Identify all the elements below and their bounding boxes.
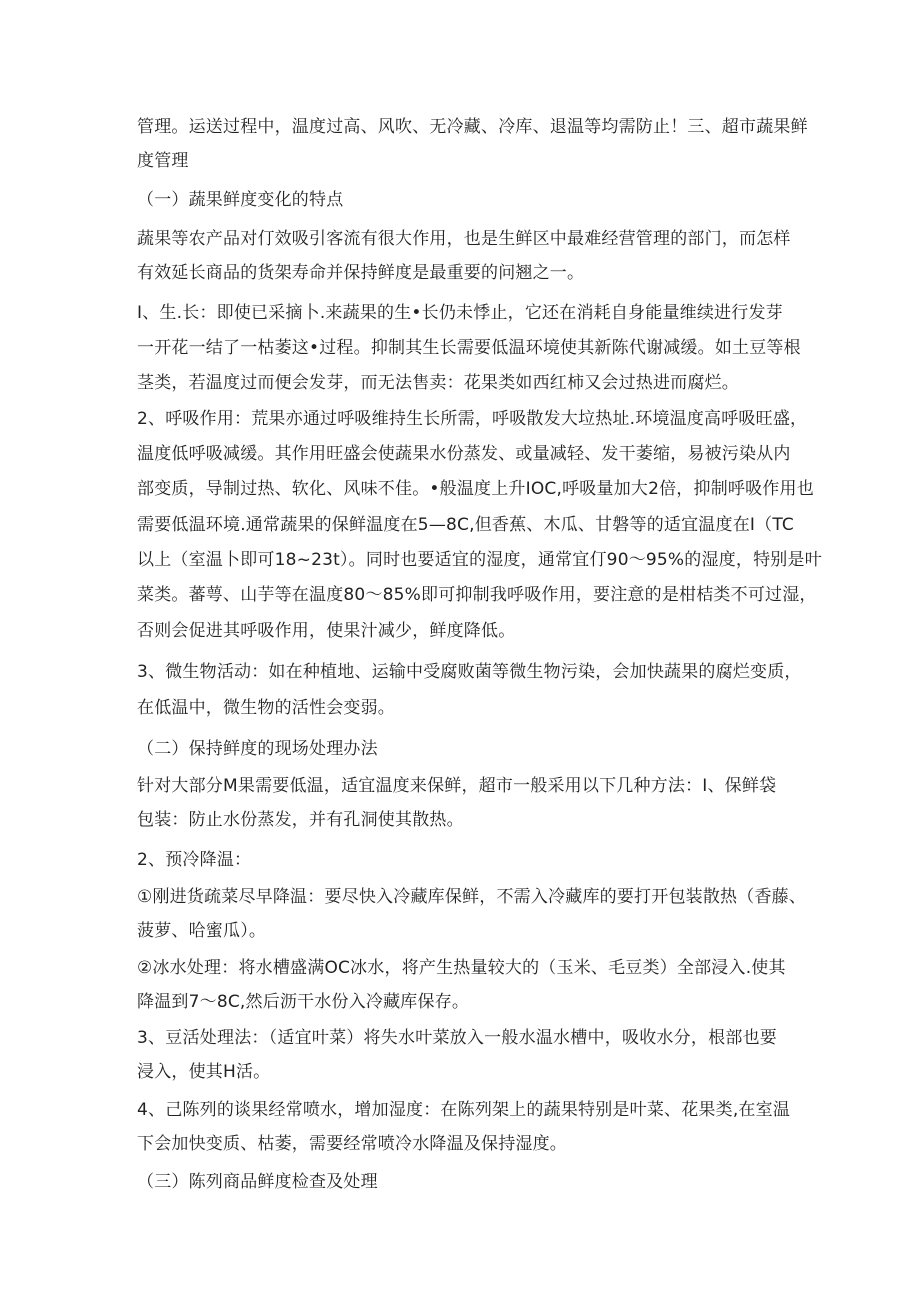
text-line: 需要低温环境.通常蔬果的保鲜温度在5—8C,但香蕉、木瓜、甘磐等的适宜温度在I（TC <box>137 515 794 535</box>
text-line: ②冰水处理：将水槽盛满OC冰水，将产生热量较大的（玉米、毛豆类）全部浸入.使其 <box>137 958 786 978</box>
text-line: 降温到7〜8C,然后沥干水份入冷藏库保存。 <box>137 992 470 1012</box>
text-line: ①刚进货疏菜尽早降温：要尽快入冷藏库保鲜，不需入冷藏库的要打开包装散热（香藤、 <box>137 887 807 907</box>
text-line: 有效延长商品的货架寿命并保持鲜度是最重要的问翘之一。 <box>137 263 585 283</box>
text-line: 下会加快变质、枯萎，需要经常喷冷水降温及保持湿度。 <box>137 1134 567 1154</box>
text-line: 在低温中，微生物的活性会变弱。 <box>137 698 395 718</box>
text-line: I、生.长：即使已采摘卜.来蔬果的生•长仍未悸止，它还在消耗自身能量维续进行发芽 <box>137 303 783 323</box>
text-line: 2、预冷降温： <box>137 850 252 870</box>
text-line: 浸入，使其H活。 <box>137 1062 271 1082</box>
text-line: 4、己陈列的谈果经常喷水，增加湿度：在陈列架上的蔬果特别是叶菜、花果类,在室温 <box>137 1100 791 1120</box>
text-line: 3、微生物活动：如在种植地、运输中受腐败菌等微生物污染，会加快蔬果的腐烂变质， <box>137 662 802 682</box>
section-heading: （二）保持鲜度的现场处理办法 <box>137 739 378 759</box>
text-line: 度管理 <box>137 151 189 171</box>
text-line: 菠萝、哈蜜瓜）。 <box>137 921 267 941</box>
text-line: 否则会促进其呼吸作用，使果汁减少，鲜度降低。 <box>137 621 516 641</box>
text-line: 管理。运送过程中，温度过高、风吹、无冷藏、冷库、退温等均需防止！三、超市蔬果鲜 <box>137 117 808 137</box>
text-line: 一开花一结了一枯萎这•过程。抑制其生长需要低温环境使其新陈代谢减缓。如土豆等根 <box>137 338 801 358</box>
text-line: 蔬果等农产品对仃效吸引客流有很大作用，也是生鲜区中最难经营管理的部门，而怎样 <box>137 229 791 249</box>
text-line: 部变质，导制过热、软化、风味不佳。•般温度上升IOC,呼吸量加大2倍，抑制呼吸作用也 <box>137 479 814 499</box>
section-heading: （三）陈列商品鲜度检查及处理 <box>137 1172 378 1192</box>
text-line: 2、呼吸作用：荒果亦通过呼吸维持生长所需，呼吸散发大垃热址.环境温度高呼吸旺盛， <box>137 409 808 429</box>
text-line: 以上（室温卜即可18~23t）。同时也要适宜的湿度，通常宜仃90〜95%的湿度，特别是叶 <box>137 550 822 570</box>
text-line: 包装：防止水份蒸发，并有孔洞使其散热。 <box>137 810 464 830</box>
text-line: 菜类。蕃萼、山芋等在温度80〜85%即可抑制我呼吸作用，要注意的是柑桔类不可过湿， <box>137 585 817 605</box>
text-line: 3、豆活处理法：（适宜叶菜）将失水叶菜放入一般水温水槽中，吸收水分，根部也要 <box>137 1028 777 1048</box>
text-line: 针对大部分M果需要低温，适宜温度来保鲜，超市一般采用以下几种方法：I、保鲜袋 <box>137 776 777 796</box>
text-line: 茎类，若温度过而便会发芽，而无法售卖：花果类如西红柿又会过热进而腐烂。 <box>137 373 739 393</box>
text-line: 温度低呼吸减缓。其作用旺盛会使蔬果水份蒸发、或量减轻、发干萎缩，易被污染从内 <box>137 444 791 464</box>
section-heading: （一）蔬果鲜度变化的特点 <box>137 190 344 210</box>
